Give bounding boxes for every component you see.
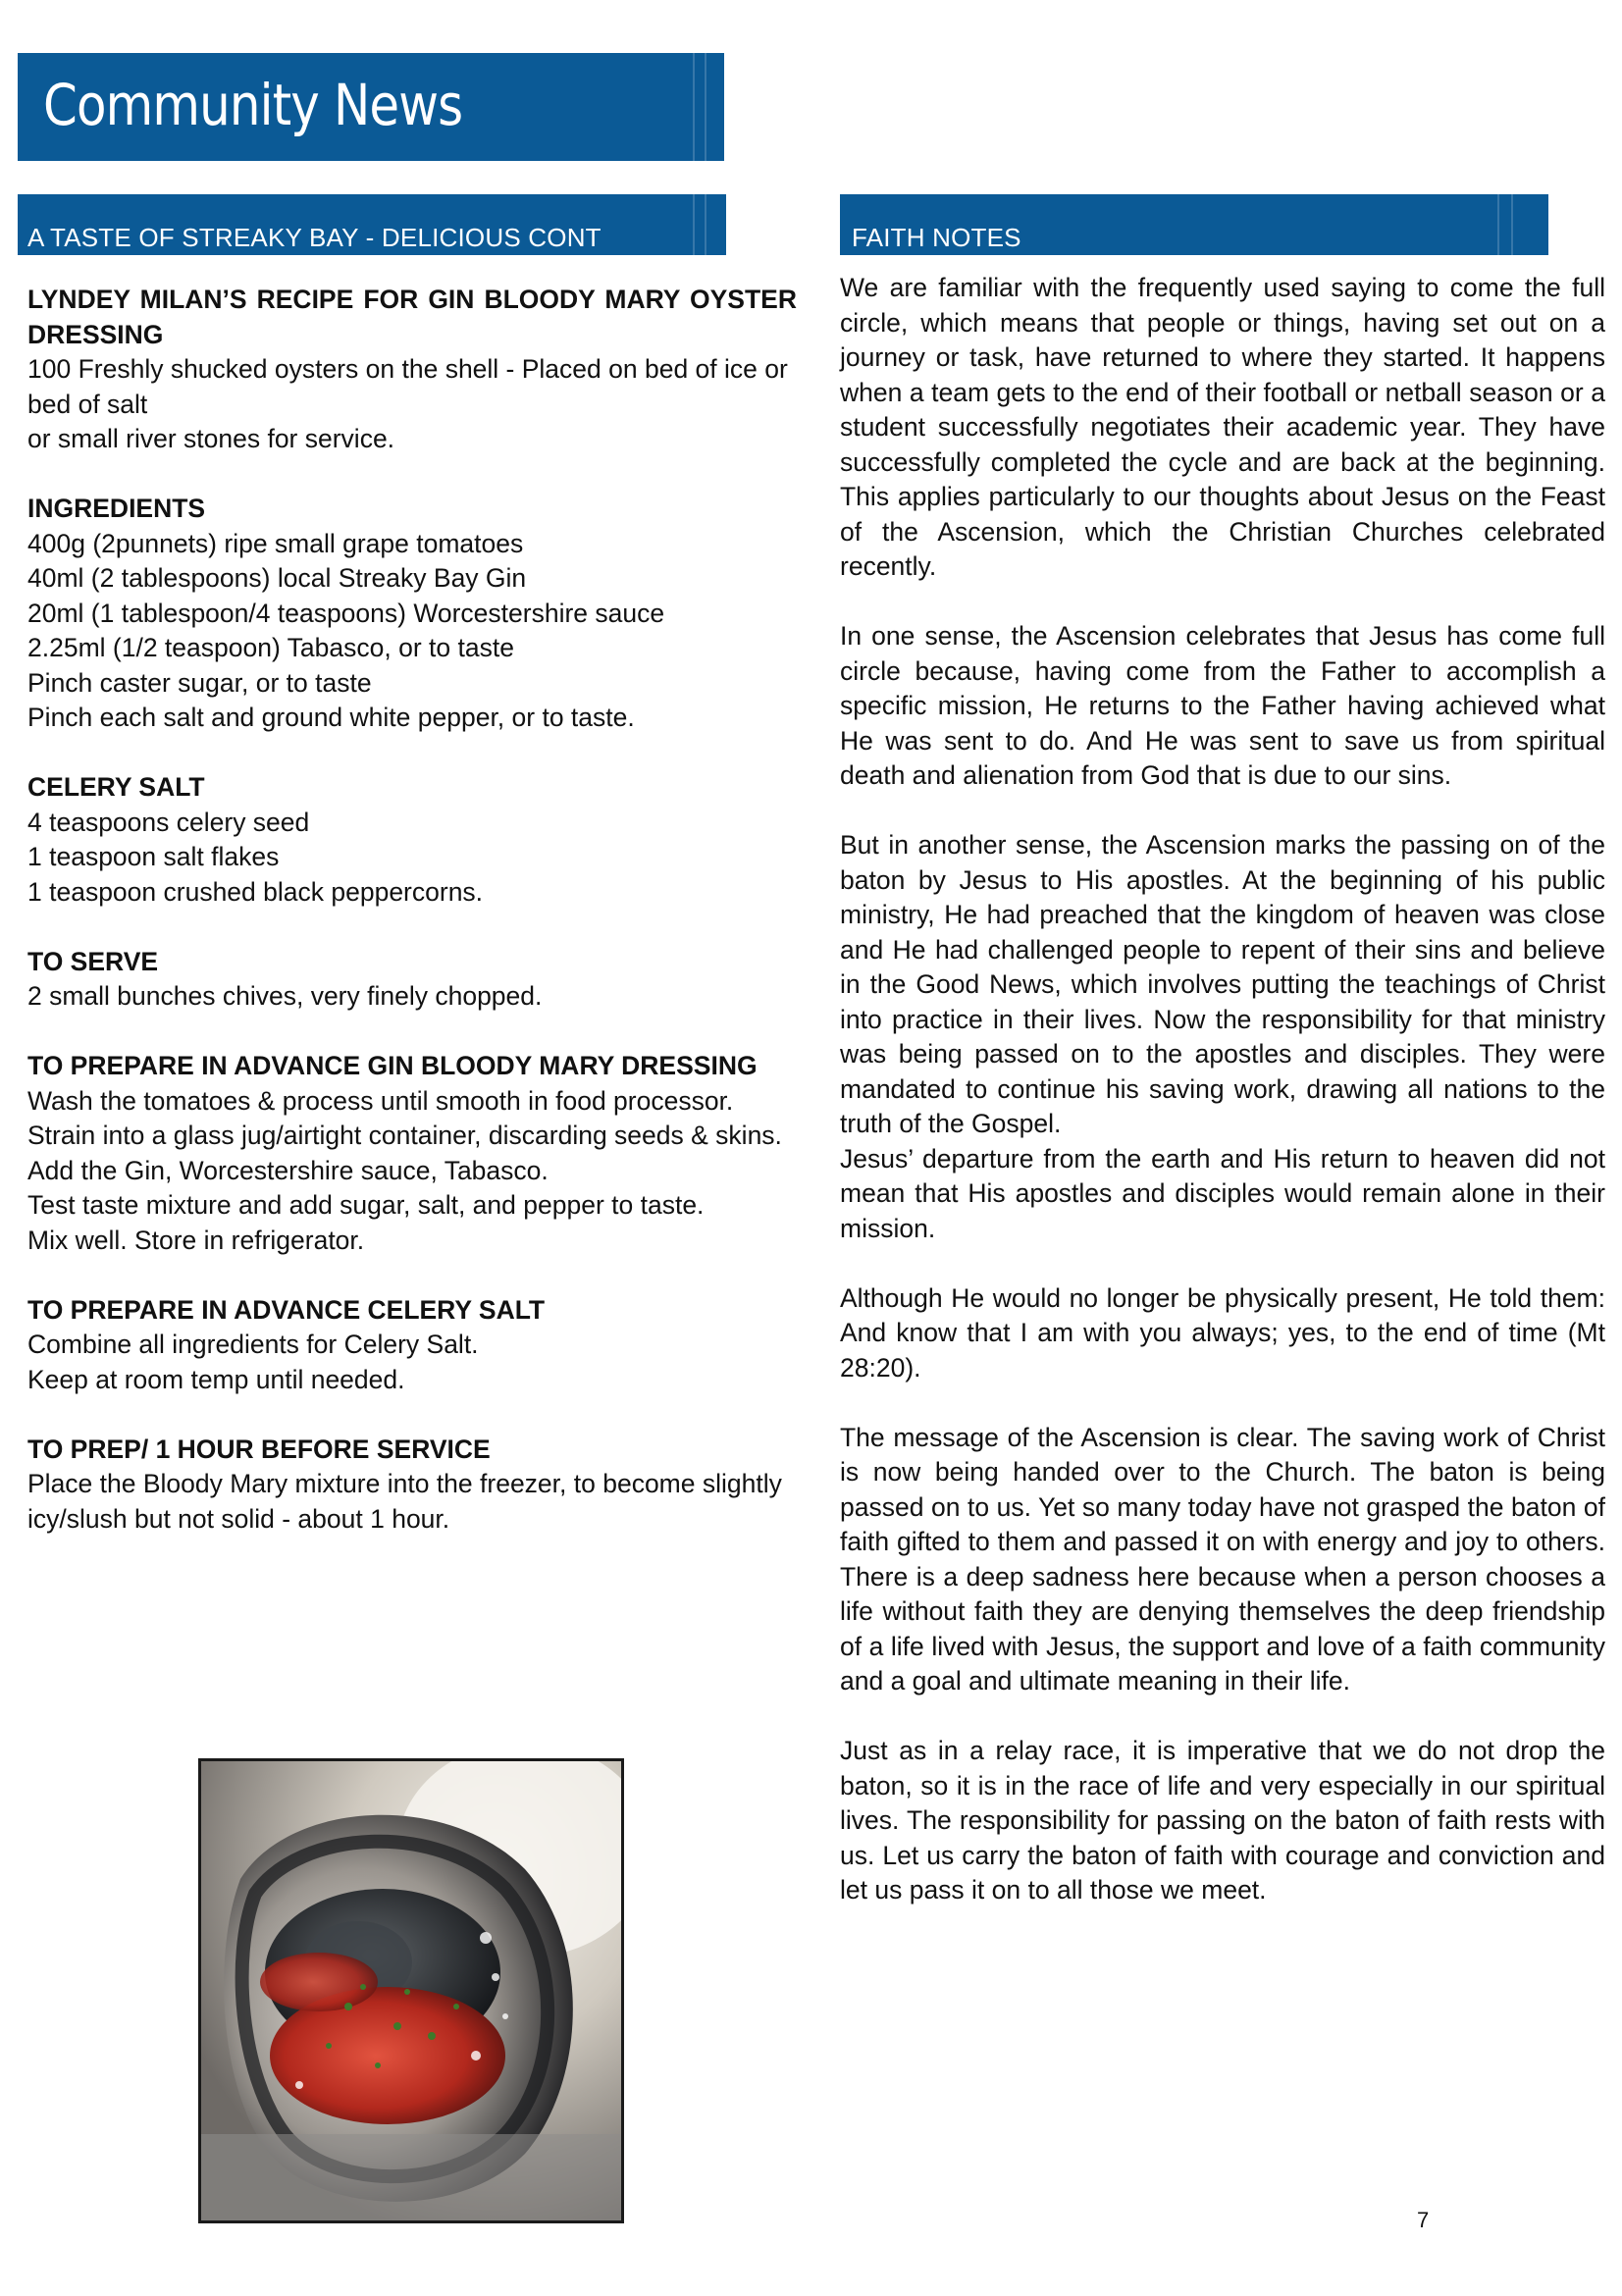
- section-header-label: FAITH NOTES: [852, 223, 1021, 252]
- faith-paragraph: The message of the Ascension is clear. The saving work of Christ is now being handed over to the Church. The baton is being passed on to us. Yet so many today have not grasped the baton of faith gifted to them and passed it on with energy and joy to others. There is a deep sadness here because when a person chooses a life without faith they are denying themselves the deep friendship of a life lived with Jesus, the support and love of a faith community and a goal and ultimate meaning in their life.: [840, 1422, 1605, 1696]
- faith-paragraph: We are familiar with the frequently used saying to come the full circle, which means that people or things, having set out on a journey or task, have returned to where they started. It happens when a team gets to the end of their football or netball season or a student successfully negotiates their academic year. They have successfully completed the cycle and are back at the beginning. This applies particularly to our thoughts about Jesus on the Feast of the Ascension, which the Christian Churches celebrated recently.: [840, 273, 1605, 581]
- banner-stripe: [705, 53, 706, 161]
- to-serve-heading: TO SERVE: [27, 946, 159, 976]
- celery-salt-item: 1 teaspoon crushed black peppercorns.: [27, 876, 484, 907]
- ingredient-item: 400g (2punnets) ripe small grape tomatoes: [27, 528, 524, 558]
- header-stripe: [1497, 194, 1499, 255]
- prepare-dressing-step: Strain into a glass jug/airtight container, discarding seeds & skins.: [27, 1121, 782, 1150]
- banner-stripe: [693, 53, 695, 161]
- prepare-salt-heading: TO PREPARE IN ADVANCE CELERY SALT: [27, 1294, 546, 1325]
- faith-paragraph: Just as in a relay race, it is imperative that we do not drop the baton, so it is in the race of life and very especially in our spiritual lives. The responsibility for passing on the baton of faith rests with us. Let us carry the baton of faith with courage and conviction and let us pass it on to all those we meet.: [840, 1736, 1605, 1905]
- header-stripe: [693, 194, 695, 255]
- faith-notes-column: [840, 271, 1605, 1908]
- prepare-dressing-step: Add the Gin, Worcestershire sauce, Tabasco.: [27, 1155, 549, 1185]
- prepare-salt-step: Combine all ingredients for Celery Salt.: [27, 1330, 479, 1359]
- faith-paragraph: In one sense, the Ascension celebrates that Jesus has come full circle because, having come from the Father to accomplish a specific mission, He returns to the Father having achieved what He was sent to do. And He was sent to save us from spiritual death and alienation from God that is due to our sins.: [840, 621, 1605, 790]
- ingredient-item: Pinch caster sugar, or to taste: [27, 667, 372, 698]
- ingredient-item: 2.25ml (1/2 teaspoon) Tabasco, or to taste: [27, 633, 514, 662]
- faith-paragraph: Jesus’ departure from the earth and His return to heaven did not mean that His apostles and disciples would remain alone in their mission.: [840, 1143, 1605, 1243]
- ingredient-item: 20ml (1 tablespoon/4 teaspoons) Worcestershire sauce: [27, 598, 665, 628]
- faith-paragraph: But in another sense, the Ascension marks the passing on of the baton by Jesus to His apostles. At the beginning of his public ministry, He had preached that the kingdom of heaven was close and He had challenged people to repent of their sins and believe in the Good News, which involves putting the teachings of Christ into practice in their lives. Now the responsibility for that ministry was being passed on to the apostles and disciples. They were mandated to continue his saving work, drawing all nations to the truth of the Gospel.: [840, 830, 1605, 1138]
- header-stripe: [705, 194, 706, 255]
- prep-hour-step: Place the Bloody Mary mixture into the freezer, to become slightly icy/slush but not solid - about 1 hour.: [27, 1469, 782, 1534]
- oyster-illustration: [201, 1761, 621, 2220]
- section-header-label: A TASTE OF STREAKY BAY - DELICIOUS CONT: [27, 223, 602, 252]
- recipe-title: LYNDEY MILAN’S RECIPE FOR GIN BLOODY MARY OYSTER DRESSING: [27, 285, 797, 349]
- prepare-dressing-step: Mix well. Store in refrigerator.: [27, 1225, 365, 1255]
- recipe-intro-line: 100 Freshly shucked oysters on the shell - Placed on bed of ice or bed of salt: [27, 354, 788, 419]
- section-header-faith: [840, 194, 1548, 255]
- ingredients-heading: INGREDIENTS: [27, 494, 206, 523]
- section-header-recipe: [18, 194, 726, 255]
- celery-salt-heading: CELERY SALT: [27, 772, 205, 802]
- to-serve-item: 2 small bunches chives, very finely chopped.: [27, 981, 543, 1011]
- page-number: 7: [1417, 2208, 1430, 2232]
- celery-salt-item: 4 teaspoons celery seed: [27, 807, 310, 837]
- recipe-intro-line: or small river stones for service.: [27, 424, 395, 453]
- ingredient-item: 40ml (2 tablespoons) local Streaky Bay Gin: [27, 563, 527, 593]
- prepare-dressing-heading: TO PREPARE IN ADVANCE GIN BLOODY MARY DRESSING: [27, 1051, 758, 1080]
- recipe-column: [27, 283, 797, 1537]
- celery-salt-item: 1 teaspoon salt flakes: [27, 842, 280, 871]
- ingredient-item: Pinch each salt and ground white pepper, or to taste.: [27, 703, 635, 732]
- prepare-salt-step: Keep at room temp until needed.: [27, 1364, 405, 1394]
- prepare-dressing-step: Wash the tomatoes & process until smooth in food processor.: [27, 1085, 734, 1116]
- faith-paragraph: Although He would no longer be physically present, He told them: And know that I am with you always; yes, to the end of time (Mt 28:20).: [840, 1282, 1605, 1383]
- prepare-dressing-step: Test taste mixture and add sugar, salt, and pepper to taste.: [27, 1190, 705, 1220]
- page-banner: [18, 53, 724, 161]
- oyster-photo: [198, 1758, 624, 2223]
- page-title: Community News: [43, 72, 463, 138]
- header-stripe: [1511, 194, 1513, 255]
- prep-hour-heading: TO PREP/ 1 HOUR BEFORE SERVICE: [27, 1434, 491, 1464]
